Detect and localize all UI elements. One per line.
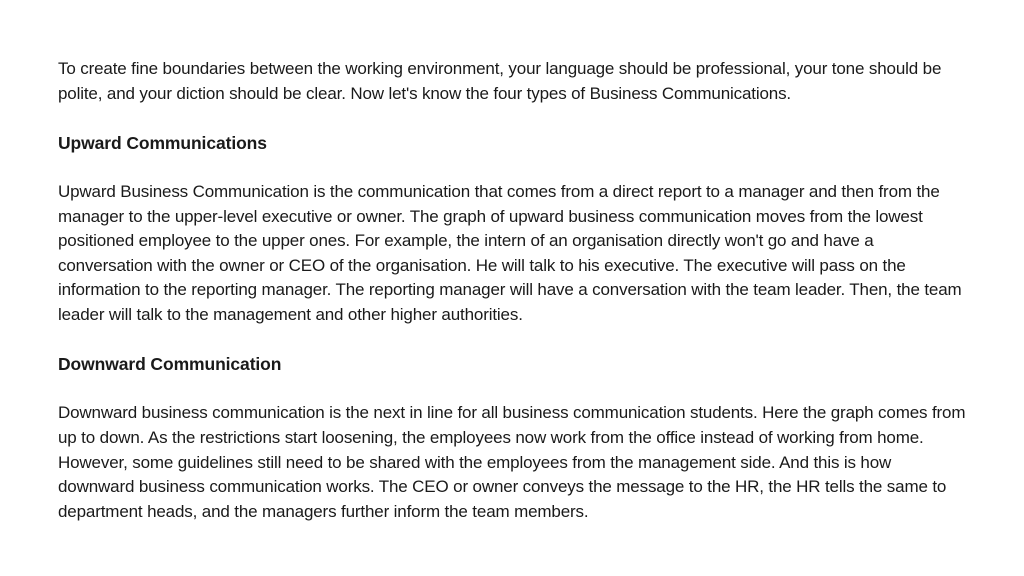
spacer (58, 328, 968, 353)
section-body-upward: Upward Business Communication is the communication that comes from a direct report to a manager and then from the manager to the upper-level executive or owner. The graph of upward business communication moves from the lowest positioned employee to the upper ones. For example, the intern of an organisation directly won't go and have a conversation with the owner or CEO of the organisation. He will talk to his executive. The executive will pass on the information to the reporting manager. The reporting manager will have a conversation with the team leader. Then, the team leader will talk to the management and other higher authorities. (58, 181, 962, 324)
section-heading-downward: Downward Communication (58, 354, 282, 375)
spacer (58, 106, 968, 131)
section-heading-upward: Upward Communications (58, 132, 267, 153)
section-body-downward: Downward business communication is the next in line for all business communication students. Here the graph comes from up to down. As the restrictions start loosening, the employees now work from the office instead of working from home. However, some guidelines still need to be shared with the employees from the management side. And this is how downward business communication works. The CEO or owner conveys the message to the HR, the HR tells the same to department heads, and the managers further inform the team members. (58, 403, 966, 521)
intro-paragraph: To create fine boundaries between the working environment, your language should be professional, your tone should be polite, and your diction should be clear. Now let's know the four types of Business Communications. (58, 59, 942, 103)
spacer (58, 155, 968, 180)
spacer (58, 377, 968, 402)
